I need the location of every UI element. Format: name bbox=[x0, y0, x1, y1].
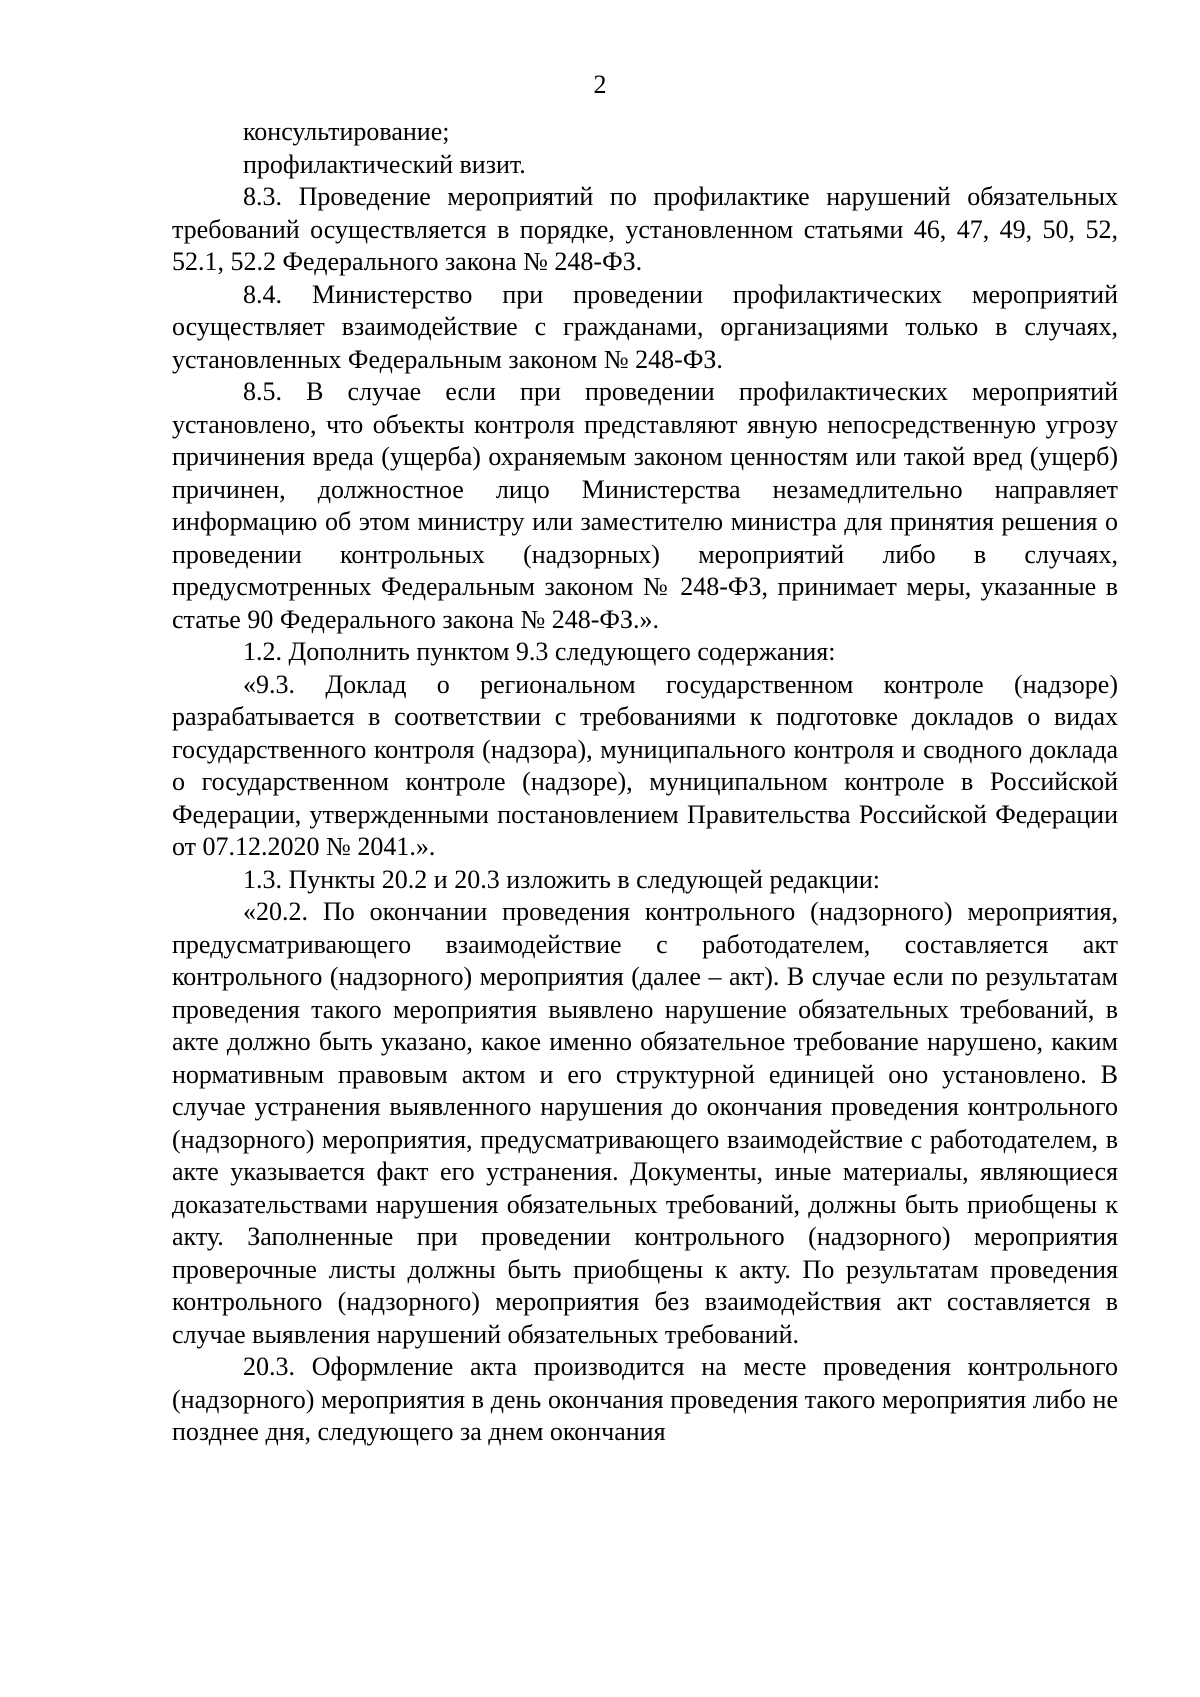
paragraph-20-2: «20.2. По окончании проведения контрольного (надзорного) мероприятия, предусматривающего взаимодействие с работодателем, составляется акт контрольного (надзорного) мероприятия (далее – акт). В случае если по результатам проведения такого мероприятия выявлено нарушение обязательных требований, в акте должно быть указано, какое именно обязательное требование нарушено, каким нормативным правовым актом и его структурной единицей оно установлено. В случае устранения выявленного нарушения до окончания проведения контрольного (надзорного) мероприятия, предусматривающего взаимодействие с работодателем, в акте указывается факт его устранения. Документы, иные материалы, являющиеся доказательствами нарушения обязательных требований, должны быть приобщены к акту. Заполненные при проведении контрольного (надзорного) мероприятия проверочные листы должны быть приобщены к акту. По результатам проведения контрольного (надзорного) мероприятия без взаимодействия акт составляется в случае выявления нарушений обязательных требований. bbox=[172, 897, 1118, 1349]
paragraph-1-3: 1.3. Пункты 20.2 и 20.3 изложить в следующей редакции: bbox=[243, 864, 881, 894]
paragraph-8-3: 8.3. Проведение мероприятий по профилактике нарушений обязательных требований осуществляется в порядке, установленном статьями 46, 47, 49, 50, 52, 52.1, 52.2 Федерального закона № 248-ФЗ. bbox=[172, 182, 1118, 276]
paragraph-9-3: «9.3. Доклад о региональном государственном контроле (надзоре) разрабатывается в соответствии с требованиями к подготовке докладов о видах государственного контроля (надзора), муниципального контроля и сводного доклада о государственном контроле (надзоре), муниципальном контроле в Российской Федерации, утвержденными постановлением Правительства Российской Федерации от 07.12.2020 № 2041.». bbox=[172, 669, 1118, 861]
paragraph-20-3: 20.3. Оформление акта производится на месте проведения контрольного (надзорного) мероприятия в день окончания проведения такого мероприятия либо не позднее дня, следующего за днем окончания bbox=[172, 1352, 1118, 1446]
paragraph-8-4: 8.4. Министерство при проведении профилактических мероприятий осуществляет взаимодействие с гражданами, организациями только в случаях, установленных Федеральным законом № 248-ФЗ. bbox=[172, 279, 1118, 374]
paragraph-8-5: 8.5. В случае если при проведении профилактических мероприятий установлено, что объекты контроля представляют явную непосредственную угрозу причинения вреда (ущерба) охраняемым законом ценностям или такой вред (ущерб) причинен, должностное лицо Министерства незамедлительно направляет информацию об этом министру или заместителю министра для принятия решения о проведении контрольных (надзорных) мероприятий либо в случаях, предусмотренных Федеральным законом № 248-ФЗ, принимает меры, указанные в статье 90 Федерального закона № 248-ФЗ.». bbox=[172, 377, 1118, 634]
list-item-preventive-visit: профилактический визит. bbox=[243, 149, 526, 179]
paragraph-1-2: 1.2. Дополнить пунктом 9.3 следующего содержания: bbox=[243, 637, 836, 666]
document-body bbox=[172, 116, 1118, 1449]
page-number: 2 bbox=[593, 70, 607, 99]
list-item-consulting: консультирование; bbox=[243, 117, 450, 146]
